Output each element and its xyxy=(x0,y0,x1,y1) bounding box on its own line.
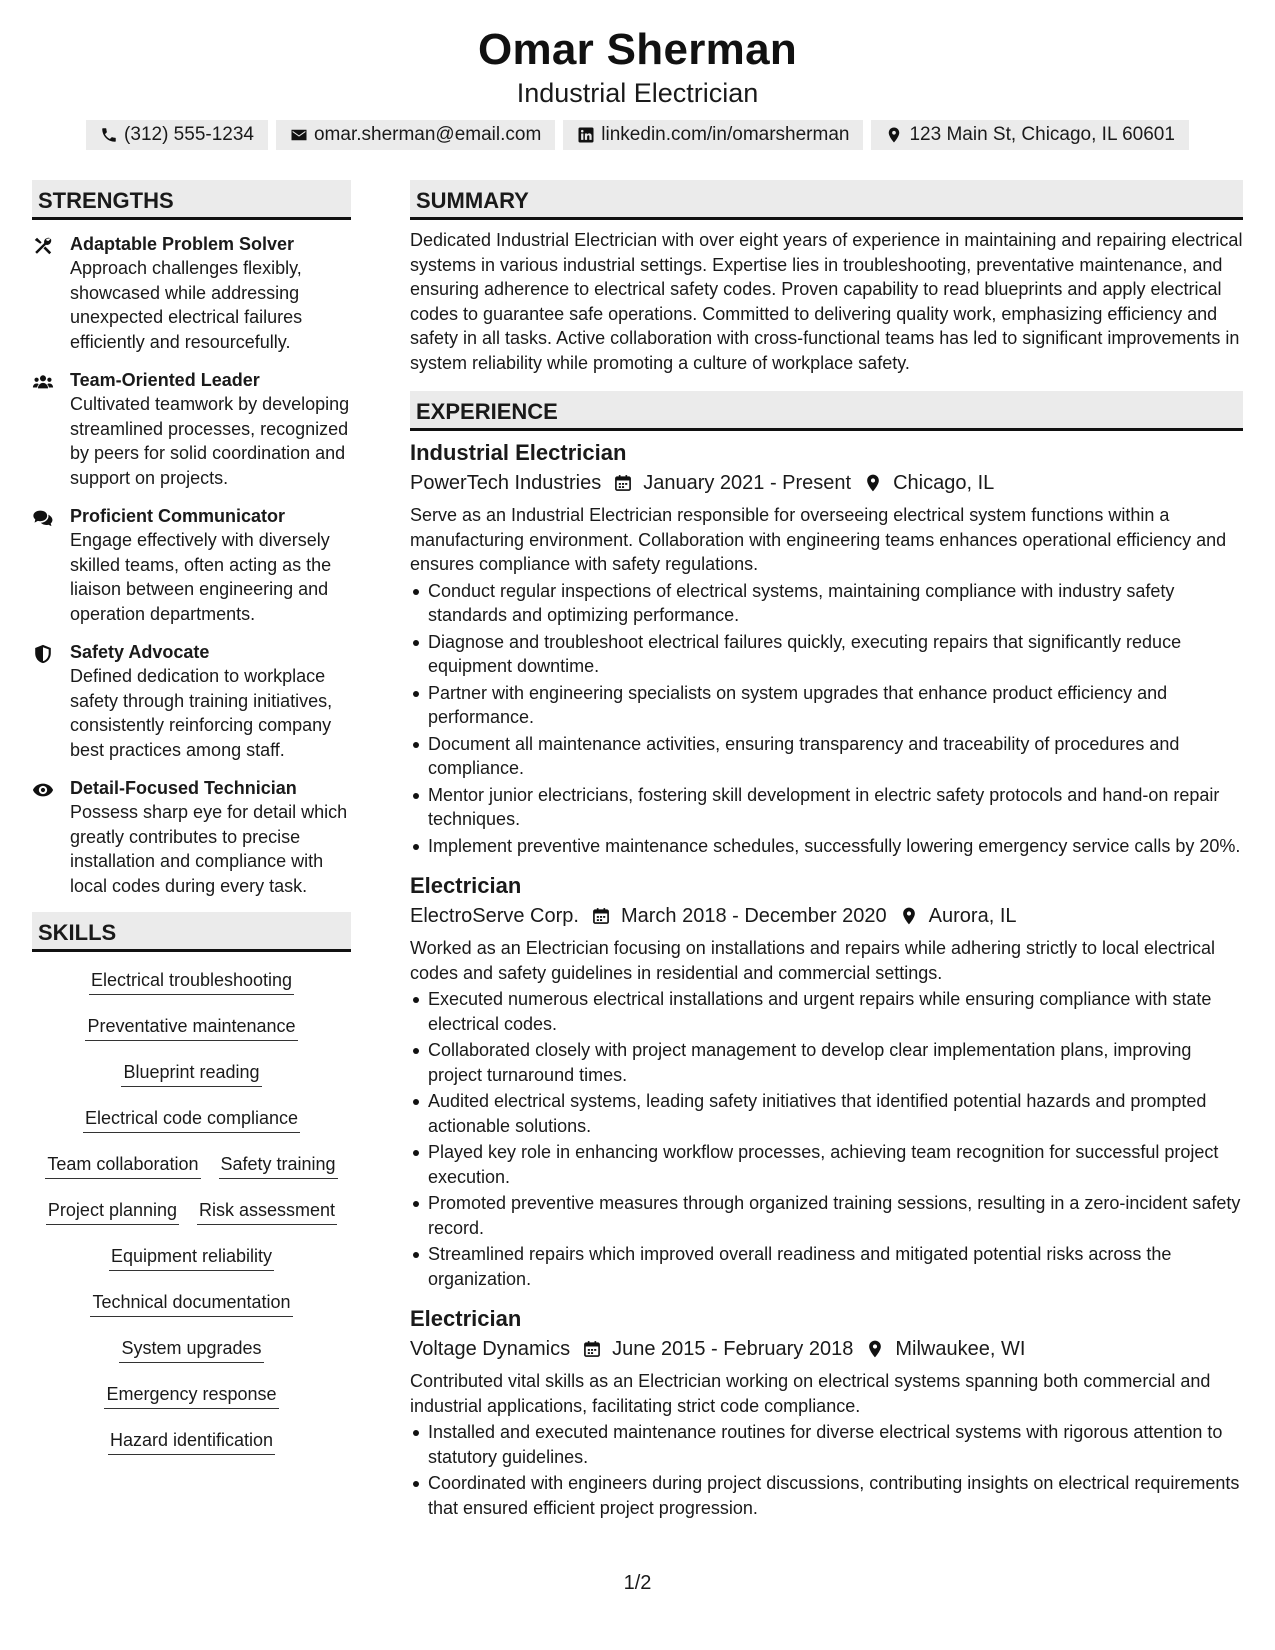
skill-tag: Equipment reliability xyxy=(109,1244,274,1271)
phone-icon xyxy=(100,126,118,144)
skill-tag: Preventative maintenance xyxy=(85,1014,297,1041)
shield-icon xyxy=(32,643,54,665)
page-number: 1/2 xyxy=(623,1572,652,1594)
job-company: Voltage Dynamics xyxy=(410,1338,571,1360)
skill-tag: Technical documentation xyxy=(90,1290,292,1317)
contact-address xyxy=(871,120,1188,150)
linkedin-icon xyxy=(577,126,595,144)
contact-email xyxy=(276,120,555,150)
experience-heading: EXPERIENCE xyxy=(410,391,1243,431)
job-bullets xyxy=(410,1420,1243,1520)
strengths-list xyxy=(32,232,351,898)
map-pin-icon xyxy=(885,126,903,144)
strength-item xyxy=(32,504,351,626)
job-bullet: Installed and executed maintenance routines for diverse electrical systems with rigorous attention to statutory guidelines. xyxy=(410,1420,1243,1469)
skill-tag: Hazard identification xyxy=(108,1428,275,1455)
job-meta xyxy=(410,902,1243,930)
strength-desc: Defined dedication to workplace safety through training initiatives, consistently reinforcing company best practices among staff. xyxy=(70,666,333,760)
job-company: ElectroServe Corp. xyxy=(410,905,579,927)
job-location: Chicago, IL xyxy=(893,472,995,494)
contact-phone xyxy=(86,120,268,150)
calendar-icon xyxy=(582,1339,602,1359)
job-meta xyxy=(410,469,1243,497)
strength-item xyxy=(32,640,351,762)
strength-desc: Approach challenges flexibly, showcased while addressing unexpected electrical failures efficiently and resourcefully. xyxy=(70,258,303,352)
job-location: Aurora, IL xyxy=(928,905,1017,927)
job-bullet: Document all maintenance activities, ensuring transparency and traceability of procedures and compliance. xyxy=(410,732,1243,781)
contact-bar xyxy=(0,120,1275,150)
strength-desc: Possess sharp eye for detail which greatly contributes to precise installation and compliance with local codes during every task. xyxy=(70,802,348,896)
job-location: Milwaukee, WI xyxy=(895,1338,1026,1360)
job-bullet: Partner with engineering specialists on system upgrades that enhance product efficiency and performance. xyxy=(410,681,1243,730)
skills-list xyxy=(32,968,351,1474)
job-dates: January 2021 - Present xyxy=(643,472,852,494)
job-bullet: Collaborated closely with project management to develop clear implementation plans, improving project turnaround times. xyxy=(410,1038,1243,1087)
experience-list xyxy=(410,439,1243,1520)
skill-tag: Team collaboration xyxy=(45,1152,200,1179)
job-description: Contributed vital skills as an Electrician working on electrical systems spanning both commercial and industrial applications, facilitating strict code compliance. xyxy=(410,1371,1211,1416)
job-role: Electrician xyxy=(410,1306,522,1331)
map-pin-icon xyxy=(863,473,883,493)
skill-tag: Blueprint reading xyxy=(121,1060,261,1087)
skill-tag: Safety training xyxy=(219,1152,338,1179)
job-bullet: Audited electrical systems, leading safety initiatives that identified potential hazards and prompted actionable solutions. xyxy=(410,1089,1243,1138)
summary-heading: SUMMARY xyxy=(410,180,1243,220)
phone-text: (312) 555-1234 xyxy=(124,124,254,145)
email-text: omar.sherman@email.com xyxy=(313,124,542,145)
job-bullet: Streamlined repairs which improved overall readiness and mitigated potential risks across the organization. xyxy=(410,1242,1243,1291)
job-bullet: Executed numerous electrical installations and urgent repairs while ensuring compliance with state electrical codes. xyxy=(410,987,1243,1036)
address-text: 123 Main St, Chicago, IL 60601 xyxy=(909,124,1175,145)
job-description: Serve as an Industrial Electrician responsible for overseeing electrical system functions within a manufacturing environment. Collaboration with engineering teams enhances operational efficiency and ensures compliance with safety regulations. xyxy=(410,505,1227,574)
tools-icon xyxy=(32,235,54,257)
candidate-title: Industrial Electrician xyxy=(516,78,759,108)
job-entry xyxy=(410,872,1243,1291)
job-bullets xyxy=(410,579,1243,859)
skill-tag: Risk assessment xyxy=(197,1198,337,1225)
strength-title: Detail-Focused Technician xyxy=(70,778,297,798)
job-bullet: Diagnose and troubleshoot electrical failures quickly, executing repairs that significantly reduce equipment downtime. xyxy=(410,630,1243,679)
skill-tag: Electrical troubleshooting xyxy=(89,968,294,995)
job-bullet: Promoted preventive measures through organized training sessions, resulting in a zero-incident safety record. xyxy=(410,1191,1243,1240)
right-column xyxy=(410,180,1243,1534)
strength-desc: Engage effectively with diversely skilled teams, often acting as the liaison between engineering and operation departments. xyxy=(70,530,332,624)
candidate-name: Omar Sherman xyxy=(477,25,798,74)
job-bullet: Implement preventive maintenance schedules, successfully lowering emergency service calls by 20%. xyxy=(410,834,1243,859)
skills-heading: SKILLS xyxy=(32,912,351,952)
job-role: Electrician xyxy=(410,873,522,898)
summary-text: Dedicated Industrial Electrician with over eight years of experience in maintaining and repairing electrical systems in various industrial settings. Expertise lies in troubleshooting, preventative maintenance, and ensuring adherence to electrical safety codes. Proven capability to read blueprints and apply electrical codes to guarantee safe operations. Committed to delivering quality work, emphasizing efficiency and safety in all tasks. Active collaboration with cross-functional teams has led to significant improvements in system reliability while promoting a culture of workplace safety. xyxy=(410,230,1243,373)
job-bullet: Played key role in enhancing workflow processes, achieving team recognition for successful project execution. xyxy=(410,1140,1243,1189)
job-dates: March 2018 - December 2020 xyxy=(620,905,887,927)
comments-icon xyxy=(32,507,54,529)
job-bullet: Coordinated with engineers during project discussions, contributing insights on electrical requirements that ensured efficient project progression. xyxy=(410,1471,1243,1520)
job-bullet: Conduct regular inspections of electrical systems, maintaining compliance with industry safety standards and optimizing performance. xyxy=(410,579,1243,628)
strength-item xyxy=(32,232,351,354)
skill-tag: Project planning xyxy=(46,1198,179,1225)
job-role: Industrial Electrician xyxy=(410,440,627,465)
job-company: PowerTech Industries xyxy=(410,472,602,494)
left-column xyxy=(32,180,351,1474)
strengths-heading: STRENGTHS xyxy=(32,180,351,220)
strength-title: Adaptable Problem Solver xyxy=(70,234,295,254)
resume-header xyxy=(0,0,1275,150)
job-entry xyxy=(410,1305,1243,1520)
strength-title: Proficient Communicator xyxy=(70,506,286,526)
linkedin-text: linkedin.com/in/omarsherman xyxy=(601,124,850,145)
eye-icon xyxy=(32,779,54,801)
map-pin-icon xyxy=(899,906,919,926)
users-icon xyxy=(32,371,54,393)
strength-item xyxy=(32,776,351,898)
skill-tag: Emergency response xyxy=(104,1382,278,1409)
job-description: Worked as an Electrician focusing on installations and repairs while adhering strictly to local electrical codes and safety guidelines in residential and commercial settings. xyxy=(410,938,1216,983)
job-entry xyxy=(410,439,1243,858)
skill-tag: System upgrades xyxy=(119,1336,263,1363)
job-bullets xyxy=(410,987,1243,1291)
job-dates: June 2015 - February 2018 xyxy=(612,1338,854,1360)
job-meta xyxy=(410,1335,1243,1363)
skill-tag: Electrical code compliance xyxy=(83,1106,300,1133)
strength-title: Team-Oriented Leader xyxy=(70,370,260,390)
calendar-icon xyxy=(591,906,611,926)
strength-item xyxy=(32,368,351,490)
envelope-icon xyxy=(290,126,308,144)
calendar-icon xyxy=(613,473,633,493)
strength-desc: Cultivated teamwork by developing streamlined processes, recognized by peers for solid coordination and support on projects. xyxy=(70,394,350,488)
contact-linkedin xyxy=(563,120,863,150)
strength-title: Safety Advocate xyxy=(70,642,210,662)
job-bullet: Mentor junior electricians, fostering skill development in electric safety protocols and hand-on repair techniques. xyxy=(410,783,1243,832)
map-pin-icon xyxy=(865,1339,885,1359)
